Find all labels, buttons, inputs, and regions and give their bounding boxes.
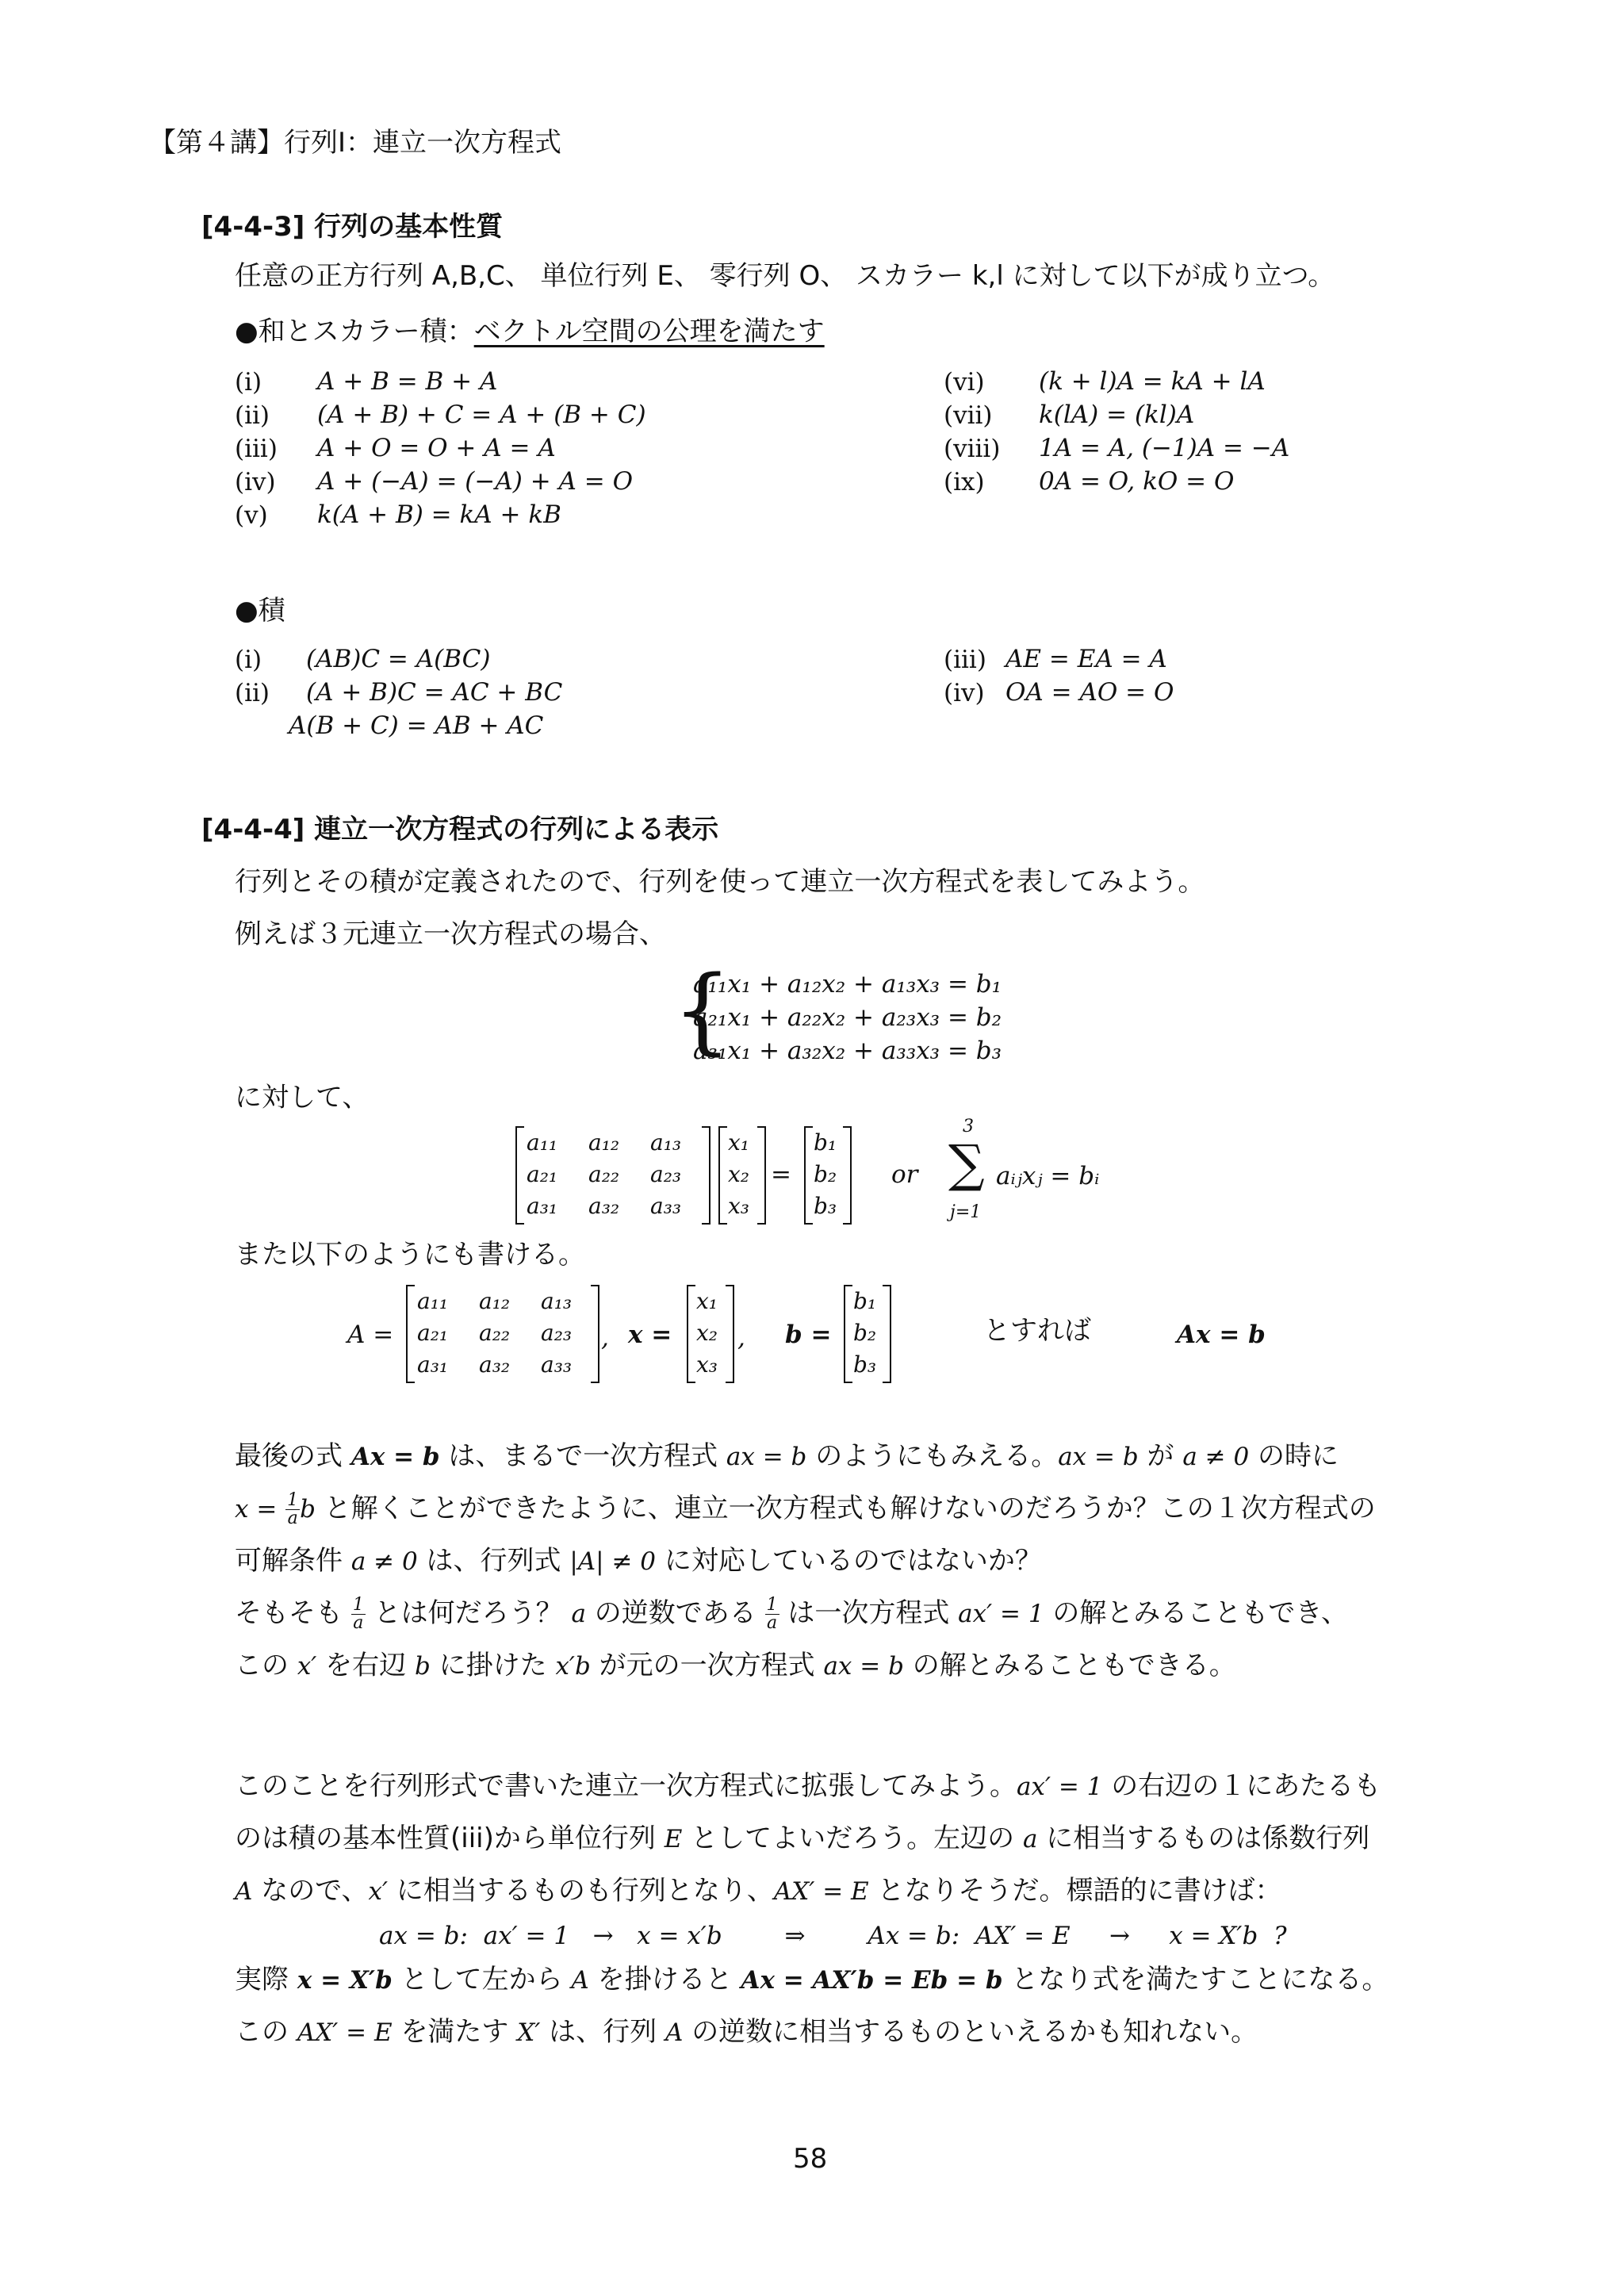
property-expression: A(B + C) = AB + AC bbox=[289, 711, 544, 740]
summation-symbol: ∑ bbox=[948, 1135, 985, 1194]
matrix-entry: a₁₃ bbox=[541, 1288, 573, 1314]
frac-denominator: a bbox=[766, 1613, 778, 1633]
frac-numerator: 1 bbox=[766, 1595, 778, 1615]
p1l5-math-x-prime-b: x′b bbox=[555, 1652, 591, 1681]
p1l1-text-i: の時に bbox=[1258, 1440, 1339, 1472]
matrix-entry: b₁ bbox=[853, 1288, 877, 1314]
property-label: (viii) bbox=[944, 435, 1001, 463]
property-label: (ix) bbox=[944, 468, 985, 496]
p2l2-text-a: のは積の基本性質(iii)から単位行列 bbox=[235, 1823, 656, 1854]
p2l5-text-a: 実際 bbox=[235, 1964, 289, 1995]
matrix-entry: a₁₂ bbox=[588, 1129, 620, 1156]
p2l5-math-chain: Ax = AX′b = Eb = b bbox=[741, 1966, 1003, 1995]
vector-b-definition bbox=[844, 1285, 891, 1383]
property-expression: AE = EA = A bbox=[1005, 645, 1167, 673]
matrix-entry: a₁₁ bbox=[527, 1129, 558, 1156]
section3-intro: 任意の正方行列 A,B,C、 単位行列 E、 零行列 O、 スカラー k,l に対して以下が成り立つ。 bbox=[235, 260, 1335, 292]
property-expression: k(lA) = (kl)A bbox=[1039, 401, 1195, 429]
frac-numerator: 1 bbox=[352, 1595, 364, 1615]
p2l3-text-f: となりそうだ。標語的に書けば： bbox=[877, 1875, 1282, 1907]
matrix-entry: a₃₃ bbox=[650, 1193, 682, 1219]
p2l2-math-e: E bbox=[664, 1825, 683, 1853]
property-label: (vi) bbox=[944, 368, 985, 397]
p2l3-text-b: なので、 bbox=[261, 1875, 369, 1907]
comma-2: , bbox=[737, 1324, 745, 1352]
system-eq-1: a₁₁x₁ + a₁₂x₂ + a₁₃x₃ = b₁ bbox=[693, 970, 1002, 999]
p1l5-text-i: の解とみることもできる。 bbox=[912, 1650, 1236, 1681]
coefficient-matrix bbox=[515, 1126, 710, 1225]
matrix-entry: b₃ bbox=[814, 1193, 837, 1219]
constant-vector bbox=[804, 1126, 852, 1225]
p1l1-math-ax-b: Ax = b bbox=[350, 1443, 440, 1471]
property-label: (ii) bbox=[235, 679, 270, 707]
matrix-entry: a₂₁ bbox=[527, 1161, 558, 1187]
p2l2-text-e: に相当するものは係数行列 bbox=[1046, 1823, 1370, 1854]
product-bullet: ●積 bbox=[235, 595, 285, 627]
section4-p2: 例えば３元連立一次方程式の場合、 bbox=[235, 918, 666, 950]
p2l2-text-c: としてよいだろう。左辺の bbox=[691, 1823, 1015, 1854]
chapter-header: 【第４講】行列Ⅰ：連立一次方程式 bbox=[149, 127, 562, 159]
para1-line4 bbox=[235, 1596, 1348, 1632]
property-expression: (AB)C = A(BC) bbox=[306, 645, 491, 673]
property-expression: 0A = O, kO = O bbox=[1039, 467, 1235, 496]
property-label: (i) bbox=[235, 368, 262, 397]
matrix-entry: b₁ bbox=[814, 1129, 837, 1156]
p1l5-text-a: この bbox=[235, 1650, 289, 1681]
para2-line1 bbox=[235, 1769, 1381, 1803]
tosureba-text: とすれば bbox=[983, 1315, 1091, 1347]
matrix-entry: b₂ bbox=[853, 1320, 877, 1346]
matrix-entry: a₂₁ bbox=[417, 1320, 449, 1346]
p1l3-math-det-neq-0: |A| ≠ 0 bbox=[569, 1547, 657, 1576]
page-number: 58 bbox=[793, 2143, 828, 2175]
summation-upper-limit: 3 bbox=[963, 1117, 974, 1137]
property-label: (iv) bbox=[235, 468, 276, 496]
p2l6-text-c: を満たす bbox=[400, 2016, 509, 2048]
section4-p4: また以下のようにも書ける。 bbox=[235, 1239, 585, 1271]
p2l6-text-g: の逆数に相当するものといえるかも知れない。 bbox=[691, 2016, 1258, 2048]
or-text: or bbox=[891, 1160, 918, 1189]
p1l3-math-a-neq-0: a ≠ 0 bbox=[350, 1547, 418, 1576]
p1l1-text-g: が bbox=[1147, 1440, 1174, 1472]
matrix-entry: b₃ bbox=[853, 1351, 877, 1378]
para2-line5 bbox=[235, 1962, 1388, 1997]
p1l4-text-d: の逆数である bbox=[594, 1597, 756, 1629]
matrix-entry: a₁₃ bbox=[650, 1129, 682, 1156]
p1l1-text-e: のようにもみえる。 bbox=[815, 1440, 1059, 1472]
property-label: (ii) bbox=[235, 401, 270, 430]
p1l2-math-b: b bbox=[300, 1495, 316, 1524]
summation-lower-limit: j=1 bbox=[950, 1202, 982, 1222]
matrix-entry: a₁₂ bbox=[479, 1288, 511, 1314]
matrix-entry: a₁₁ bbox=[417, 1288, 449, 1314]
p1l1-text-a: 最後の式 bbox=[235, 1440, 343, 1472]
sum-bullet bbox=[235, 314, 825, 349]
p2l6-text-a: この bbox=[235, 2016, 289, 2048]
para1-line3 bbox=[235, 1543, 1042, 1578]
property-expression: k(A + B) = kA + kB bbox=[317, 500, 561, 529]
p1l5-text-c: を右辺 bbox=[325, 1650, 407, 1681]
matrix-entry: x₂ bbox=[728, 1161, 750, 1187]
sum-bullet-label: ●和とスカラー積： bbox=[235, 316, 474, 347]
p2l6-math-a: A bbox=[665, 2018, 684, 2047]
p1l1-math-ax-b-2: ax = b bbox=[1058, 1443, 1139, 1471]
p2l1-text-c: の右辺の１にあたるも bbox=[1111, 1770, 1381, 1802]
property-label: (i) bbox=[235, 646, 262, 674]
section-heading-4-4-4: [4-4-4] 連立一次方程式の行列による表示 bbox=[201, 814, 719, 845]
p1l2-math-x-eq: x = bbox=[235, 1495, 278, 1524]
p1l3-text-c: は、行列式 bbox=[426, 1545, 561, 1577]
p1l4-text-g: の解とみることもでき、 bbox=[1052, 1597, 1349, 1629]
p1l3-text-e: に対応しているのではないか？ bbox=[664, 1545, 1042, 1577]
property-expression: (k + l)A = kA + lA bbox=[1039, 367, 1266, 396]
def-x-label: x = bbox=[628, 1320, 672, 1349]
p2l3-math-x-prime: x′ bbox=[368, 1877, 389, 1906]
matrix-entry: x₃ bbox=[696, 1351, 718, 1378]
matrix-entry: x₁ bbox=[696, 1288, 718, 1314]
p1l4-text-a: そもそも bbox=[235, 1597, 343, 1629]
para1-line1 bbox=[235, 1439, 1339, 1474]
matrix-entry: x₂ bbox=[696, 1320, 718, 1346]
p2l1-math-ax-prime: ax′ = 1 bbox=[1017, 1773, 1103, 1801]
p1l5-math-ax-b: ax = b bbox=[823, 1652, 904, 1681]
p1l2-text-c: と解くことができたように、連立一次方程式も解けないのだろうか？この１次方程式の bbox=[324, 1493, 1376, 1524]
p1l5-text-e: に掛けた bbox=[439, 1650, 547, 1681]
p2l5-text-g: となり式を満たすことになる。 bbox=[1011, 1964, 1389, 1995]
fraction-one-over-a-2 bbox=[351, 1596, 366, 1632]
p2l1-text-a: このことを行列形式で書いた連立一次方程式に拡張してみよう。 bbox=[235, 1770, 1017, 1802]
property-expression: A + (−A) = (−A) + A = O bbox=[317, 467, 634, 496]
p2l5-math-a: A bbox=[571, 1966, 589, 1995]
p1l1-text-c: は、まるで一次方程式 bbox=[448, 1440, 718, 1472]
p2l6-text-e: は、行列 bbox=[549, 2016, 657, 2048]
matrix-entry: a₂₃ bbox=[650, 1161, 682, 1187]
property-label: (iv) bbox=[944, 679, 985, 707]
matrix-entry: b₂ bbox=[814, 1161, 837, 1187]
unknown-vector bbox=[718, 1126, 766, 1225]
p1l1-math-ax-b-scalar: ax = b bbox=[726, 1443, 807, 1471]
para2-line3 bbox=[235, 1873, 1282, 1908]
matrix-entry: a₂₂ bbox=[588, 1161, 620, 1187]
system-eq-3: a₃₁x₁ + a₃₂x₂ + a₃₃x₃ = b₃ bbox=[693, 1037, 1002, 1065]
p2l6-math-x-prime: X′ bbox=[517, 2018, 541, 2047]
property-expression: OA = AO = O bbox=[1005, 678, 1174, 707]
def-b-label: b = bbox=[785, 1320, 832, 1349]
ax-equals-b: Ax = b bbox=[1177, 1320, 1266, 1349]
system-brace: { bbox=[672, 955, 733, 1064]
matrix-entry: a₃₂ bbox=[479, 1351, 511, 1378]
matrix-a-definition bbox=[406, 1285, 599, 1383]
p2l3-math-a: A bbox=[235, 1877, 253, 1906]
para1-line2 bbox=[235, 1491, 1376, 1527]
section4-p1: 行列とその積が定義されたので、行列を使って連立一次方程式を表してみよう。 bbox=[235, 866, 1205, 898]
property-expression: 1A = A, (−1)A = −A bbox=[1039, 434, 1290, 462]
p2l5-text-c: として左から bbox=[400, 1964, 563, 1995]
p2l2-math-a: a bbox=[1022, 1825, 1038, 1853]
matrix-entry: x₃ bbox=[728, 1193, 750, 1219]
para2-line2 bbox=[235, 1821, 1369, 1856]
p1l4-text-e: は一次方程式 bbox=[787, 1597, 950, 1629]
matrix-entry: a₂₃ bbox=[541, 1320, 573, 1346]
p2l6-math-ax-prime-e: AX′ = E bbox=[297, 2018, 393, 2047]
para1-line5 bbox=[235, 1648, 1236, 1683]
vector-x-definition bbox=[687, 1285, 734, 1383]
matrix-entry: a₂₂ bbox=[479, 1320, 511, 1346]
matrix-entry: a₃₂ bbox=[588, 1193, 620, 1219]
matrix-entry: a₃₁ bbox=[527, 1193, 558, 1219]
p1l5-math-x-prime: x′ bbox=[297, 1652, 317, 1681]
p1l1-math-a-neq-0: a ≠ 0 bbox=[1182, 1443, 1250, 1471]
comma-1: , bbox=[601, 1324, 609, 1352]
frac-denominator: a bbox=[353, 1613, 364, 1633]
system-eq-2: a₂₁x₁ + a₂₂x₂ + a₂₃x₃ = b₂ bbox=[693, 1003, 1002, 1032]
p2l5-math-x-eq: x = X′b bbox=[297, 1966, 393, 1995]
property-label: (iii) bbox=[235, 435, 278, 463]
equals-sign-1: = bbox=[771, 1160, 791, 1189]
p1l3-text-a: 可解条件 bbox=[235, 1545, 343, 1577]
matrix-entry: a₃₃ bbox=[541, 1351, 573, 1378]
matrix-entry: x₁ bbox=[728, 1129, 750, 1156]
property-expression: A + B = B + A bbox=[317, 367, 498, 396]
section4-p3: に対して、 bbox=[235, 1082, 370, 1114]
p1l4-math-a: a bbox=[571, 1600, 586, 1628]
matrix-entry: a₃₁ bbox=[417, 1351, 449, 1378]
p1l4-text-b: とは何だろう？ bbox=[373, 1597, 563, 1629]
p1l5-math-b: b bbox=[414, 1652, 431, 1681]
def-a-label: A = bbox=[347, 1320, 394, 1349]
property-expression: (A + B)C = AC + BC bbox=[306, 678, 563, 707]
p2l5-text-e: を掛けると bbox=[597, 1964, 733, 1995]
property-label: (vii) bbox=[944, 401, 993, 430]
section-heading-4-4-3: [4-4-3] 行列の基本性質 bbox=[201, 211, 504, 243]
property-label: (iii) bbox=[944, 646, 986, 674]
slogan-formula: ax = b: ax′ = 1 → x = x′b ⇒ Ax = b: AX′ = E → x = X′b ? bbox=[379, 1922, 1287, 1950]
frac-numerator: 1 bbox=[287, 1490, 299, 1510]
vector-space-axiom-note: ベクトル空間の公理を満たす bbox=[473, 316, 825, 347]
property-expression: (A + B) + C = A + (B + C) bbox=[317, 401, 646, 429]
property-expression: A + O = O + A = A bbox=[317, 434, 556, 462]
p2l3-text-d: に相当するものも行列となり、 bbox=[396, 1875, 774, 1907]
p2l3-math-ax-prime-e: AX′ = E bbox=[773, 1877, 869, 1906]
fraction-one-over-a bbox=[285, 1492, 300, 1527]
p1l5-text-g: が元の一次方程式 bbox=[599, 1650, 815, 1681]
para2-line6 bbox=[235, 2014, 1258, 2049]
property-label: (v) bbox=[235, 501, 268, 530]
summation-expression: aᵢⱼxⱼ = bᵢ bbox=[996, 1162, 1100, 1190]
p1l4-math-ax-prime: ax′ = 1 bbox=[958, 1600, 1044, 1628]
fraction-one-over-a-3 bbox=[765, 1596, 779, 1632]
frac-denominator: a bbox=[287, 1508, 298, 1528]
